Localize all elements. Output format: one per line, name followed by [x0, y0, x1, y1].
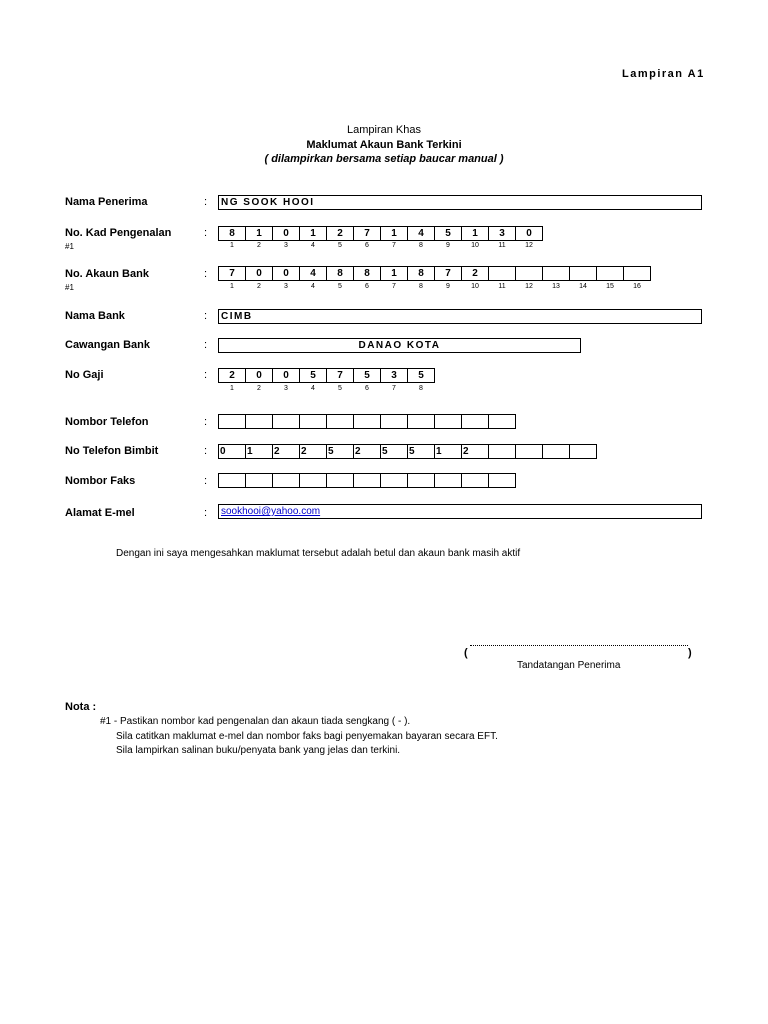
cawangan-bank-field[interactable]: DANAO KOTA: [218, 338, 581, 353]
position-number: 9: [446, 283, 450, 290]
ic-digit-cell[interactable]: 4: [407, 226, 435, 241]
nota-heading: Nota :: [65, 701, 97, 713]
colon: :: [204, 196, 208, 208]
nama-penerima-field[interactable]: NG SOOK HOOI: [218, 195, 702, 210]
telefon-digit-cell[interactable]: [245, 414, 273, 429]
account-digit-cell[interactable]: [569, 266, 597, 281]
account-digit-cell[interactable]: 1: [380, 266, 408, 281]
position-number: 8: [419, 242, 423, 249]
position-number: 2: [257, 385, 261, 392]
bimbit-digit-cell[interactable]: [488, 444, 516, 459]
position-number: 11: [498, 283, 506, 290]
position-number: 1: [230, 242, 234, 249]
faks-digit-cell[interactable]: [461, 473, 489, 488]
colon: :: [204, 227, 208, 239]
label-cawangan-bank: Cawangan Bank: [65, 339, 150, 351]
position-number: 9: [446, 242, 450, 249]
position-number: 12: [525, 242, 533, 249]
telefon-digit-cell[interactable]: [218, 414, 246, 429]
colon: :: [204, 445, 208, 457]
account-digit-cell[interactable]: [623, 266, 651, 281]
ic-digit-cell[interactable]: 1: [380, 226, 408, 241]
footnote-mark-account: #1: [65, 283, 74, 292]
position-number: 4: [311, 242, 315, 249]
label-nama-penerima: Nama Penerima: [65, 196, 148, 208]
ic-digit-cell[interactable]: 2: [326, 226, 354, 241]
account-digit-cell[interactable]: [542, 266, 570, 281]
akaun-bank-positions: [218, 283, 651, 290]
position-number: 16: [633, 283, 641, 290]
telefon-digit-cell[interactable]: [299, 414, 327, 429]
position-number: 10: [471, 242, 479, 249]
telefon-digit-cell[interactable]: [434, 414, 462, 429]
gaji-digit-cell[interactable]: 5: [299, 368, 327, 383]
position-number: 7: [392, 242, 396, 249]
faks-digit-cell[interactable]: [380, 473, 408, 488]
account-digit-cell[interactable]: 7: [434, 266, 462, 281]
ic-digit-cell[interactable]: 0: [272, 226, 300, 241]
position-number: 14: [579, 283, 587, 290]
colon: :: [204, 475, 208, 487]
confirmation-statement: Dengan ini saya mengesahkan maklumat tersebut adalah betul dan akaun bank masih aktif: [116, 548, 521, 559]
colon: :: [204, 507, 208, 519]
position-number: 10: [471, 283, 479, 290]
gaji-digit-cell[interactable]: 0: [245, 368, 273, 383]
annex-label: Lampiran A1: [622, 68, 705, 80]
position-number: 8: [419, 283, 423, 290]
colon: :: [204, 268, 208, 280]
bimbit-digit-cell[interactable]: 5: [380, 444, 408, 459]
bimbit-digit-cell[interactable]: [515, 444, 543, 459]
position-number: 15: [606, 283, 614, 290]
faks-digit-cell[interactable]: [299, 473, 327, 488]
bimbit-digit-cell[interactable]: 5: [407, 444, 435, 459]
position-number: 1: [230, 385, 234, 392]
telefon-digit-cell[interactable]: [461, 414, 489, 429]
bimbit-digit-cell[interactable]: 1: [245, 444, 273, 459]
position-number: 6: [365, 283, 369, 290]
footnote-mark-ic: #1: [65, 242, 74, 251]
bimbit-digit-cell[interactable]: [542, 444, 570, 459]
account-digit-cell[interactable]: 2: [461, 266, 489, 281]
faks-digit-cell[interactable]: [245, 473, 273, 488]
faks-cells: [218, 473, 516, 488]
faks-digit-cell[interactable]: [326, 473, 354, 488]
faks-digit-cell[interactable]: [488, 473, 516, 488]
bimbit-cells: [218, 444, 597, 459]
label-nombor-faks: Nombor Faks: [65, 475, 136, 487]
telefon-digit-cell[interactable]: [272, 414, 300, 429]
ic-digit-cell[interactable]: 1: [245, 226, 273, 241]
form-instruction: ( dilampirkan bersama setiap baucar manual ): [264, 153, 504, 165]
gaji-digit-cell[interactable]: 7: [326, 368, 354, 383]
account-digit-cell[interactable]: 8: [326, 266, 354, 281]
bimbit-digit-cell[interactable]: [569, 444, 597, 459]
position-number: 12: [525, 283, 533, 290]
kad-pengenalan-positions: [218, 242, 543, 249]
form-title: Lampiran Khas: [347, 124, 421, 136]
position-number: 6: [365, 385, 369, 392]
telefon-digit-cell[interactable]: [353, 414, 381, 429]
akaun-bank-cells: [218, 266, 651, 281]
faks-digit-cell[interactable]: [272, 473, 300, 488]
colon: :: [204, 416, 208, 428]
bimbit-digit-cell[interactable]: 5: [326, 444, 354, 459]
label-nombor-telefon: Nombor Telefon: [65, 416, 149, 428]
label-telefon-bimbit: No Telefon Bimbit: [65, 445, 159, 457]
bimbit-digit-cell[interactable]: 1: [434, 444, 462, 459]
position-number: 13: [552, 283, 560, 290]
telefon-digit-cell[interactable]: [380, 414, 408, 429]
signature-open-paren: (: [464, 647, 468, 659]
position-number: 2: [257, 283, 261, 290]
gaji-digit-cell[interactable]: 2: [218, 368, 246, 383]
account-digit-cell[interactable]: 4: [299, 266, 327, 281]
faks-digit-cell[interactable]: [434, 473, 462, 488]
position-number: 7: [392, 385, 396, 392]
faks-digit-cell[interactable]: [218, 473, 246, 488]
position-number: 8: [419, 385, 423, 392]
colon: :: [204, 369, 208, 381]
email-field[interactable]: sookhooi@yahoo.com: [218, 504, 702, 519]
ic-digit-cell[interactable]: 7: [353, 226, 381, 241]
account-digit-cell[interactable]: 8: [353, 266, 381, 281]
ic-digit-cell[interactable]: 3: [488, 226, 516, 241]
account-digit-cell[interactable]: 0: [245, 266, 273, 281]
no-gaji-cells: [218, 368, 435, 383]
account-digit-cell[interactable]: [596, 266, 624, 281]
colon: :: [204, 339, 208, 351]
telefon-cells: [218, 414, 516, 429]
signature-label: Tandatangan Penerima: [517, 660, 621, 671]
bimbit-digit-cell[interactable]: 2: [272, 444, 300, 459]
label-kad-pengenalan: No. Kad Pengenalan: [65, 227, 172, 239]
position-number: 4: [311, 283, 315, 290]
gaji-digit-cell[interactable]: 5: [353, 368, 381, 383]
telefon-digit-cell[interactable]: [407, 414, 435, 429]
label-akaun-bank: No. Akaun Bank: [65, 268, 149, 280]
label-alamat-emel: Alamat E-mel: [65, 507, 135, 519]
position-number: 4: [311, 385, 315, 392]
no-gaji-positions: [218, 385, 435, 392]
gaji-digit-cell[interactable]: 5: [407, 368, 435, 383]
account-digit-cell[interactable]: 0: [272, 266, 300, 281]
telefon-digit-cell[interactable]: [488, 414, 516, 429]
label-nama-bank: Nama Bank: [65, 310, 125, 322]
account-digit-cell[interactable]: 7: [218, 266, 246, 281]
label-no-gaji: No Gaji: [65, 369, 104, 381]
position-number: 5: [338, 385, 342, 392]
position-number: 3: [284, 283, 288, 290]
kad-pengenalan-cells: [218, 226, 543, 241]
colon: :: [204, 310, 208, 322]
position-number: 2: [257, 242, 261, 249]
ic-digit-cell[interactable]: 1: [299, 226, 327, 241]
ic-digit-cell[interactable]: 5: [434, 226, 462, 241]
account-digit-cell[interactable]: [515, 266, 543, 281]
ic-digit-cell[interactable]: 0: [515, 226, 543, 241]
position-number: 3: [284, 385, 288, 392]
bimbit-digit-cell[interactable]: 0: [218, 444, 246, 459]
telefon-digit-cell[interactable]: [326, 414, 354, 429]
ic-digit-cell[interactable]: 1: [461, 226, 489, 241]
bimbit-digit-cell[interactable]: 2: [299, 444, 327, 459]
position-number: 1: [230, 283, 234, 290]
account-digit-cell[interactable]: 8: [407, 266, 435, 281]
nota-line-3: Sila lampirkan salinan buku/penyata bank yang jelas dan terkini.: [116, 745, 401, 756]
signature-line[interactable]: [470, 637, 688, 646]
nama-bank-field[interactable]: CIMB: [218, 309, 702, 324]
bimbit-digit-cell[interactable]: 2: [353, 444, 381, 459]
bimbit-digit-cell[interactable]: 2: [461, 444, 489, 459]
ic-digit-cell[interactable]: 8: [218, 226, 246, 241]
nota-line-2: Sila catitkan maklumat e-mel dan nombor faks bagi penyemakan bayaran secara EFT.: [116, 731, 498, 742]
position-number: 5: [338, 242, 342, 249]
signature-close-paren: ): [688, 647, 692, 659]
form-subtitle: Maklumat Akaun Bank Terkini: [306, 139, 462, 151]
position-number: 3: [284, 242, 288, 249]
account-digit-cell[interactable]: [488, 266, 516, 281]
position-number: 7: [392, 283, 396, 290]
faks-digit-cell[interactable]: [407, 473, 435, 488]
nota-line-1: #1 - Pastikan nombor kad pengenalan dan akaun tiada sengkang ( - ).: [100, 716, 411, 727]
position-number: 11: [498, 242, 506, 249]
gaji-digit-cell[interactable]: 3: [380, 368, 408, 383]
gaji-digit-cell[interactable]: 0: [272, 368, 300, 383]
position-number: 5: [338, 283, 342, 290]
faks-digit-cell[interactable]: [353, 473, 381, 488]
position-number: 6: [365, 242, 369, 249]
